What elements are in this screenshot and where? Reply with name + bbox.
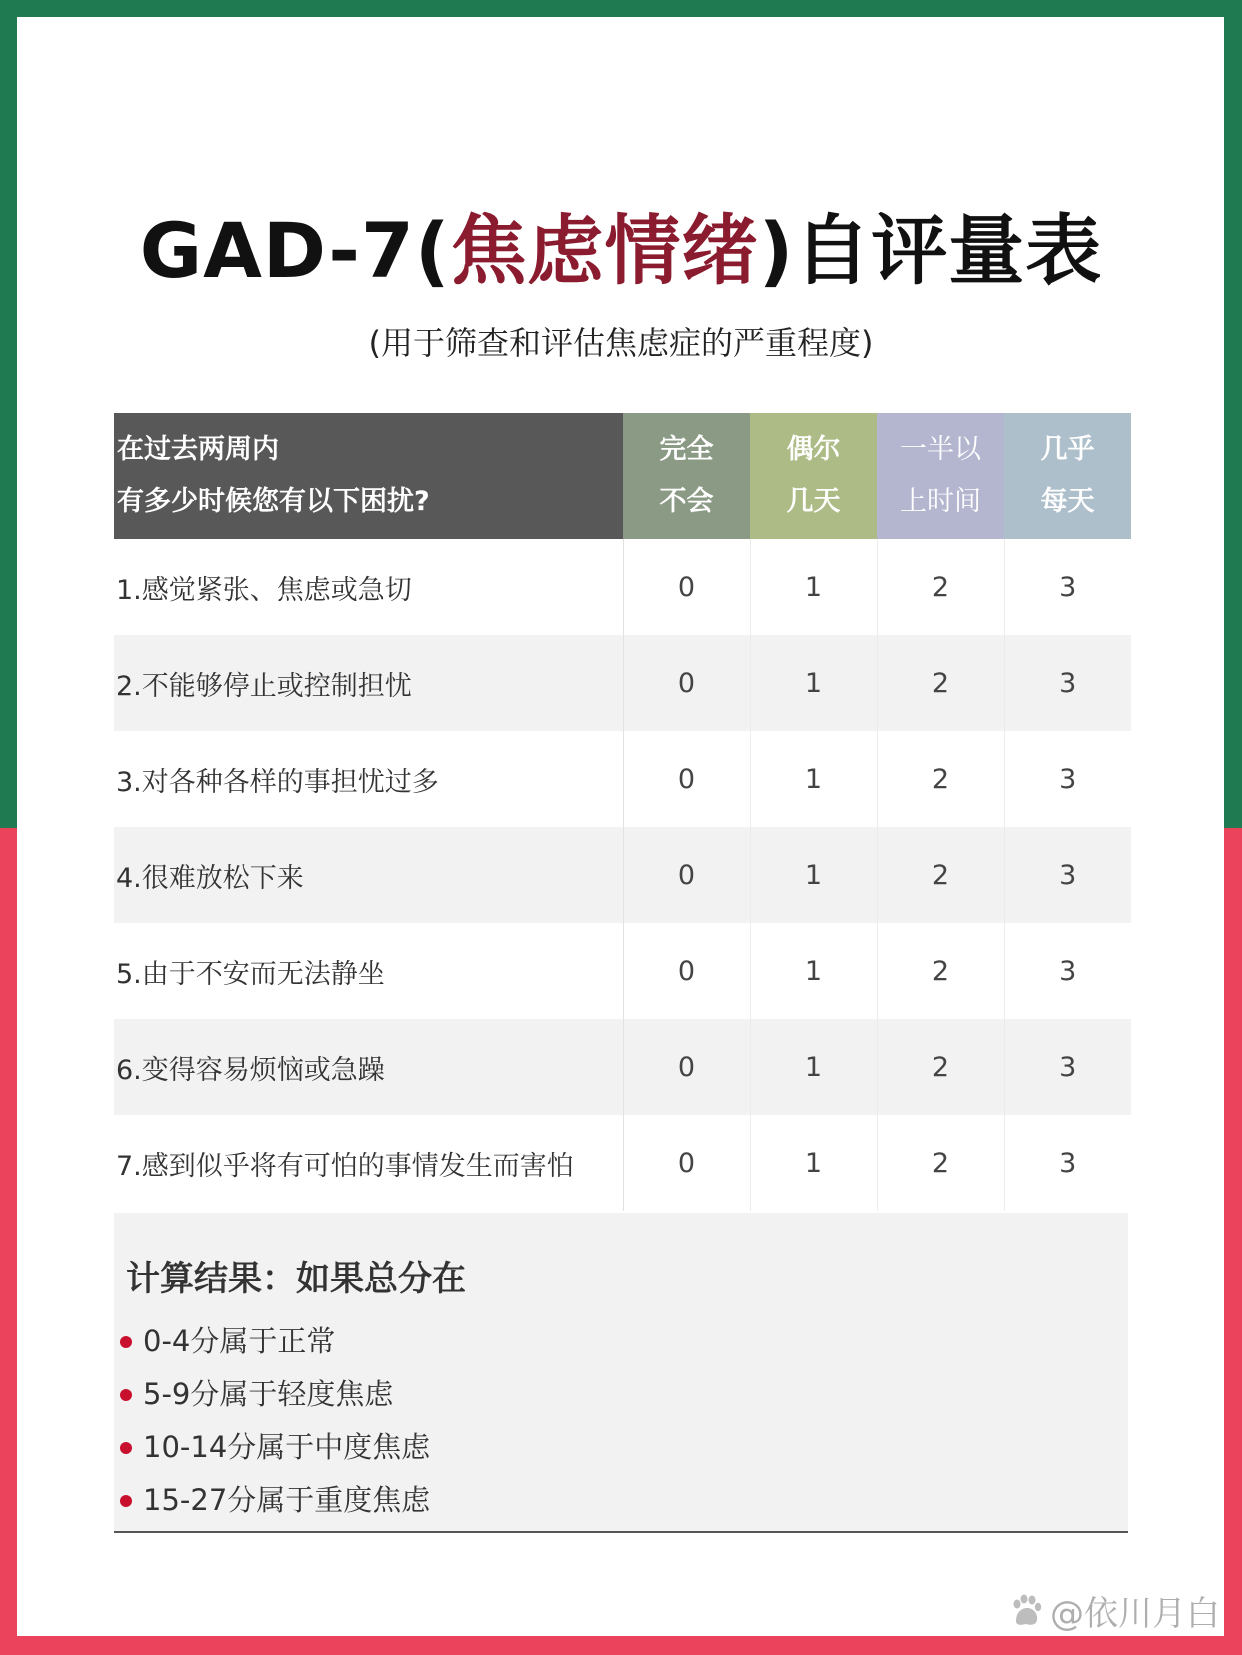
score-cell: 2: [877, 827, 1004, 923]
column-header-several-days: [750, 413, 877, 539]
question-header: [114, 413, 623, 539]
score-cell: 2: [877, 1019, 1004, 1115]
column-header-line: 几天: [786, 486, 841, 517]
paw-icon: [1008, 1593, 1044, 1629]
question-header-line-1: 在过去两周内: [117, 434, 279, 465]
page-subtitle: (用于筛查和评估焦虑症的严重程度): [368, 324, 874, 362]
list-item: [118, 1315, 430, 1368]
title-suffix: )自评量表: [758, 206, 1103, 295]
column-header-half-the-days: [877, 413, 1004, 539]
score-cell: 0: [623, 1115, 750, 1211]
table-row: [114, 635, 1131, 731]
bullet-dot-icon: [120, 1442, 132, 1454]
score-cell: 2: [877, 635, 1004, 731]
table-row: [114, 1115, 1131, 1211]
score-cell: 0: [623, 827, 750, 923]
title-accent: 焦虑情绪: [450, 206, 759, 295]
question-cell: 3.对各种各样的事担忧过多: [114, 731, 623, 827]
score-cell: 0: [623, 1019, 750, 1115]
table-row: [114, 1019, 1131, 1115]
score-cell: 1: [750, 539, 877, 635]
bullet-dot-icon: [120, 1495, 132, 1507]
question-cell: 6.变得容易烦恼或急躁: [114, 1019, 623, 1115]
result-item-text: 5-9分属于轻度焦虑: [143, 1377, 394, 1411]
column-header-line: 不会: [659, 486, 714, 517]
result-title: 计算结果：如果总分在: [126, 1259, 466, 1299]
bullet-dot-icon: [120, 1389, 132, 1401]
score-cell: 3: [1004, 827, 1131, 923]
score-cell: 3: [1004, 1019, 1131, 1115]
question-cell: 4.很难放松下来: [114, 827, 623, 923]
bullet-dot-icon: [120, 1336, 132, 1348]
score-cell: 0: [623, 923, 750, 1019]
score-cell: 0: [623, 731, 750, 827]
column-header-line: 完全: [659, 434, 714, 465]
column-header-nearly-every-day: [1004, 413, 1131, 539]
table-row: [114, 731, 1131, 827]
score-cell: 3: [1059, 763, 1077, 795]
score-cell: 3: [1059, 955, 1077, 987]
table-row: [114, 539, 1131, 635]
table-row: [114, 827, 1131, 923]
list-item: [118, 1474, 430, 1527]
score-cell: 2: [877, 923, 1004, 1019]
column-header-line: 几乎: [1040, 434, 1095, 465]
score-cell: 0: [623, 635, 750, 731]
column-header-line: 一半以: [900, 434, 981, 465]
score-cell: 2: [877, 1115, 1004, 1211]
list-item: [118, 1368, 430, 1421]
page-title: [0, 190, 1242, 299]
score-cell: 3: [1059, 571, 1077, 603]
watermark-text: @依川月白: [1050, 1594, 1220, 1634]
question-cell: 7.感到似乎将有可怕的事情发生而害怕: [114, 1115, 623, 1211]
score-cell: 0: [623, 539, 750, 635]
score-cell: 1: [750, 1115, 877, 1211]
table-header-row: [114, 413, 1131, 539]
score-cell: 2: [877, 539, 1004, 635]
watermark: [1008, 1586, 1220, 1635]
question-cell: 5.由于不安而无法静坐: [114, 923, 623, 1019]
column-header-line: 偶尔: [786, 434, 841, 465]
score-cell: 2: [877, 731, 1004, 827]
table-row: [114, 923, 1131, 1019]
score-cell: 1: [750, 635, 877, 731]
result-panel: [114, 1213, 1128, 1533]
gad7-table: [114, 413, 1131, 1211]
list-item: [118, 1421, 430, 1474]
column-header-line: 上时间: [900, 486, 981, 517]
result-list: [118, 1315, 430, 1527]
score-cell: 1: [750, 827, 877, 923]
score-cell: 3: [1059, 1147, 1077, 1179]
score-cell: 1: [750, 923, 877, 1019]
result-item-text: 10-14分属于中度焦虑: [143, 1430, 431, 1464]
title-prefix: GAD-7(: [139, 206, 451, 295]
question-cell: 1.感觉紧张、焦虑或急切: [114, 539, 623, 635]
score-cell: 3: [1004, 635, 1131, 731]
question-cell: 2.不能够停止或控制担忧: [114, 635, 623, 731]
column-header-line: 每天: [1040, 486, 1095, 517]
result-item-text: 15-27分属于重度焦虑: [143, 1483, 431, 1517]
score-cell: 1: [750, 1019, 877, 1115]
result-item-text: 0-4分属于正常: [143, 1324, 336, 1358]
column-header-never: [623, 413, 750, 539]
question-header-line-2: 有多少时候您有以下困扰?: [117, 486, 430, 517]
score-cell: 1: [750, 731, 877, 827]
